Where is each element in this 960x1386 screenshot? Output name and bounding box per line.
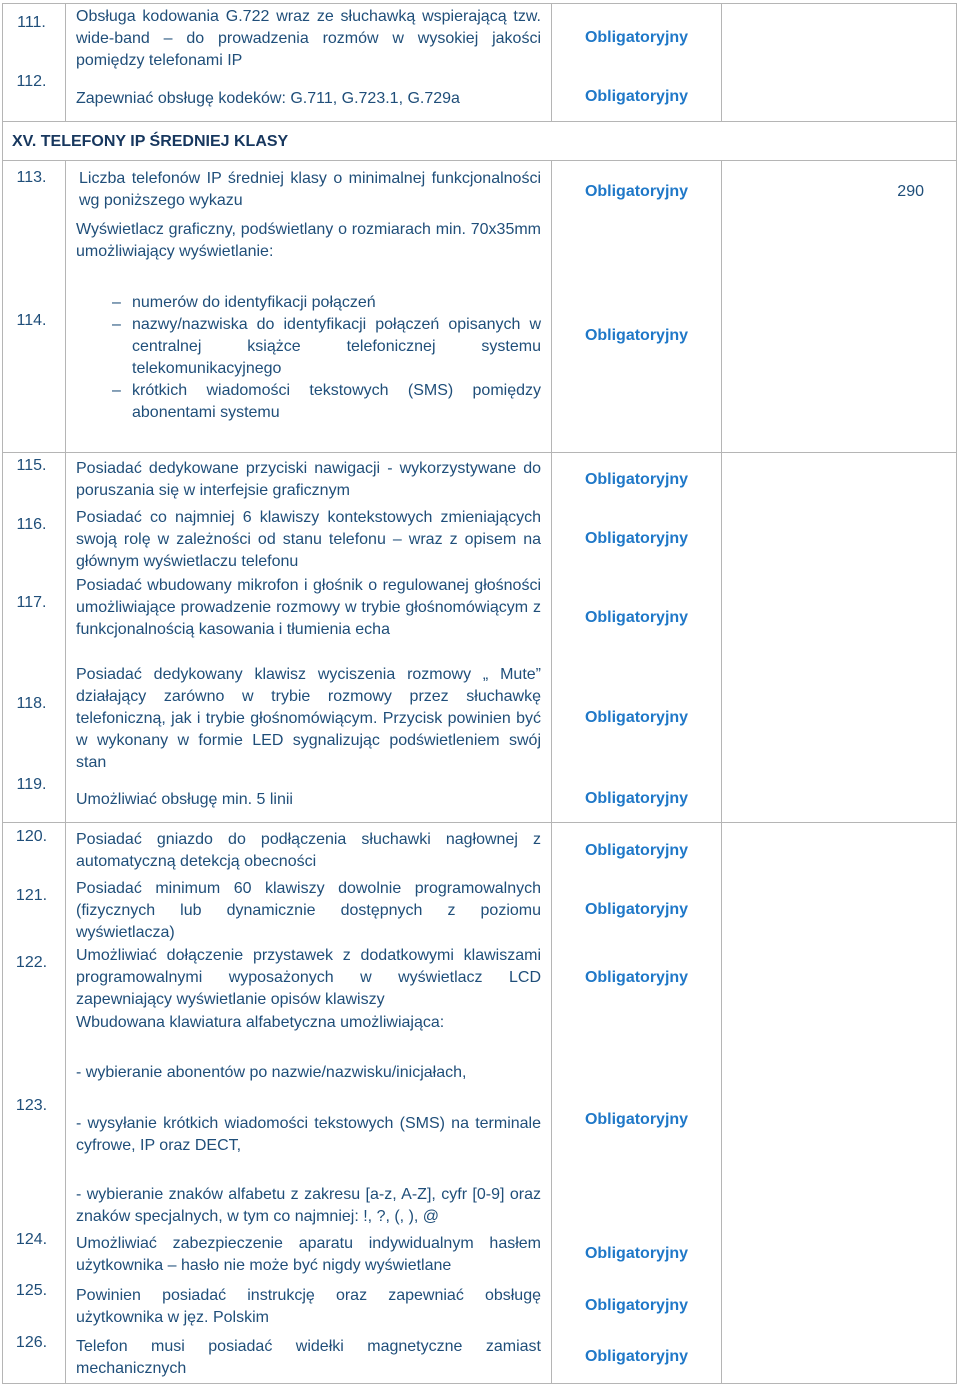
requirement-status: Obligatoryjny [584, 842, 689, 859]
requirement-text: Posiadać gniazdo do podłączenia słuchawki nagłownej z automatyczną detekcją obecności [76, 831, 541, 870]
requirement-text: Zapewniać obsługę kodeków: G.711, G.723.1, G.729a [76, 90, 460, 107]
requirement-text: Posiadać dedykowane przyciski nawigacji - wykorzystywane do poruszania się w interfejsie graficznym [76, 460, 541, 499]
row-number: 117. [16, 594, 47, 611]
section-heading: XV. TELEFONY IP ŚREDNIEJ KLASY [12, 133, 289, 150]
vline-left [2, 3, 3, 1383]
requirement-status: Obligatoryjny [584, 1111, 689, 1128]
requirement-status: Obligatoryjny [584, 969, 689, 986]
requirement-status: Obligatoryjny [584, 327, 689, 344]
row-number: 123. [15, 1097, 48, 1114]
row-number: 121. [15, 887, 48, 904]
hline [2, 452, 957, 453]
requirement-text: Powinien posiadać instrukcję oraz zapewniać obsługę użytkownika w jęz. Polskim [76, 1287, 541, 1326]
row-number: 118. [16, 695, 47, 712]
requirement-status: Obligatoryjny [584, 530, 689, 547]
row-number: 116. [16, 516, 47, 533]
row-number: 112. [16, 73, 47, 90]
list-item: – numerów do identyfikacji połączeń [112, 292, 541, 314]
requirement-intro: Wyświetlacz graficzny, podświetlany o rozmiarach min. 70x35mm umożliwiający wyświetlanie: [76, 221, 541, 260]
requirement-text: Umożliwiać obsługę min. 5 linii [76, 791, 293, 808]
hline [2, 160, 957, 161]
requirement-intro: Wbudowana klawiatura alfabetyczna umożliwiająca: [76, 1014, 445, 1031]
hline [2, 121, 957, 122]
requirement-text: Posiadać co najmniej 6 klawiszy kontekstowych zmieniających swoją rolę w zależności od stanu telefonu – wraz z opisem na głównym wyświetlaczu telefonu [76, 509, 541, 570]
row-number: 119. [16, 776, 47, 793]
hline [2, 3, 957, 4]
requirement-status: Obligatoryjny [584, 1245, 689, 1262]
requirement-text: Posiadać wbudowany mikrofon i głośnik o regulowanej głośności umożliwiające prowadzenie rozmowy w trybie głośnomówiącym z funkcjonalnością kasowania i tłumienia echa [76, 577, 541, 638]
requirement-status: Obligatoryjny [584, 790, 689, 807]
requirement-text: Posiadać dedykowany klawisz wyciszenia rozmowy „ Mute” działający zarówno w trybie rozmowy przez słuchawkę telefoniczną, jak i trybie głośnomówiącym. Przycisk powinien być w wykonany w formie LED sygnalizując podświetleniem swój stan [76, 666, 541, 771]
requirement-text: Umożliwiać zabezpieczenie aparatu indywidualnym hasłem użytkownika – hasło nie może być nigdy wyświetlane [76, 1235, 541, 1274]
requirement-text: Posiadać minimum 60 klawiszy dowolnie programowalnych (fizycznych lub dynamicznie dostępnych z poziomu wyświetlacza) [76, 880, 541, 941]
vline-req [721, 160, 722, 1383]
quantity-value: 290 [897, 183, 924, 200]
list-item: – krótkich wiadomości tekstowych (SMS) pomiędzy abonentami systemu [112, 382, 541, 421]
requirement-text: Umożliwiać dołączenie przystawek z dodatkowymi klawiszami programowalnymi wyposażonych w wyświetlacz LCD zapewniający wyświetlanie opisów klawiszy [76, 947, 541, 1008]
requirement-status: Obligatoryjny [584, 609, 689, 626]
row-number: 115. [16, 457, 47, 474]
requirement-status: Obligatoryjny [584, 88, 689, 105]
requirement-item: - wysyłanie krótkich wiadomości tekstowych (SMS) na terminale cyfrowe, IP oraz DECT, [76, 1115, 541, 1154]
requirement-text: Obsługa kodowania G.722 wraz ze słuchawką wspierającą tzw. wide-band – do prowadzenia rozmów w wysokiej jakości pomiędzy telefonami IP [76, 8, 541, 69]
hline [2, 1383, 957, 1384]
dash-bullet: – [112, 382, 121, 399]
requirement-status: Obligatoryjny [584, 901, 689, 918]
row-number: 113. [16, 169, 47, 186]
vline-num [65, 3, 66, 121]
requirement-item: - wybieranie znaków alfabetu z zakresu [a-z, A-Z], cyfr [0-9] oraz znaków specjalnych, w tym co najmniej: !, ?, (, ), @ [76, 1186, 541, 1225]
row-number: 124. [15, 1231, 48, 1248]
vline-req [721, 3, 722, 121]
hline [2, 822, 957, 823]
display-features-list [112, 292, 541, 424]
requirement-item: - wybieranie abonentów po nazwie/nazwisku/inicjałach, [76, 1064, 467, 1081]
vline-right [956, 3, 957, 1383]
requirement-status: Obligatoryjny [584, 1297, 689, 1314]
vline-num [65, 160, 66, 1383]
dash-bullet: – [112, 316, 121, 333]
row-number: 122. [15, 954, 48, 971]
requirement-text: Telefon musi posiadać widełki magnetyczne zamiast mechanicznych [76, 1338, 541, 1377]
dash-bullet: – [112, 294, 121, 311]
row-number: 111. [17, 14, 46, 31]
row-number: 125. [15, 1282, 48, 1299]
requirement-status: Obligatoryjny [584, 471, 689, 488]
requirement-status: Obligatoryjny [584, 1348, 689, 1365]
requirement-text: Liczba telefonów IP średniej klasy o minimalnej funkcjonalności wg poniższego wykazu [79, 170, 541, 209]
list-item: – nazwy/nazwiska do identyfikacji połączeń opisanych w centralnej książce telefonicznej systemu telekomunikacyjnego [112, 316, 541, 377]
row-number: 120. [15, 828, 48, 845]
row-number: 114. [16, 312, 47, 329]
requirement-status: Obligatoryjny [584, 709, 689, 726]
row-number: 126. [15, 1334, 48, 1351]
requirement-status: Obligatoryjny [584, 183, 689, 200]
requirement-status: Obligatoryjny [584, 29, 689, 46]
